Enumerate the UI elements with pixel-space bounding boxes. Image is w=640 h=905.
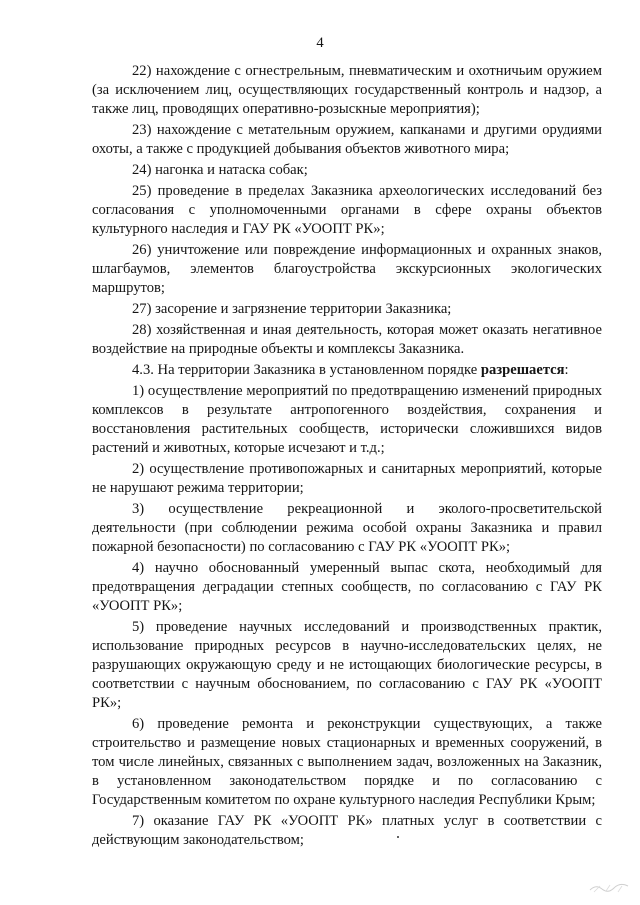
allowed-item-7: 7) оказание ГАУ РК «УООПТ РК» платных услуг в соответствии с действующим законодательством; <box>92 813 602 848</box>
prohibition-item-26: 26) уничтожение или повреждение информационных и охранных знаков, шлагбаумов, элементов благоустройства экскурсионных экологических маршрутов; <box>92 242 602 296</box>
allowed-item-3: 3) осуществление рекреационной и эколого-просветительской деятельности (при соблюдении режима особой охраны Заказника и правил пожарной безопасности) по согласованию с ГАУ РК «УООПТ РК»; <box>92 501 602 555</box>
allowed-item-5: 5) проведение научных исследований и производственных практик, использование природных ресурсов в научно-исследовательских целях, не разрушающих окружающую среду и не истощающих биологические ресурсы, в соответствии с научным обоснованием, по согласованию с ГАУ РК «УООПТ РК»; <box>92 619 602 711</box>
prohibition-item-22: 22) нахождение с огнестрельным, пневматическим и охотничьим оружием (за исключением лиц, осуществляющих государственный контроль и надзор, а также лиц, проводящих оперативно-розыскные мероприятия); <box>92 63 602 117</box>
faint-stamp-mark <box>588 880 630 894</box>
section-4-3-colon: : <box>564 362 569 378</box>
prohibition-item-27: 27) засорение и загрязнение территории Заказника; <box>132 301 452 317</box>
allowed-item-4: 4) научно обоснованный умеренный выпас скота, необходимый для предотвращения деградации степных сообществ, по согласованию с ГАУ РК «УООПТ РК»; <box>92 560 602 614</box>
document-body <box>92 62 602 852</box>
prohibition-item-25: 25) проведение в пределах Заказника археологических исследований без согласования с уполномоченными органами в сфере охраны объектов культурного наследия и ГАУ РК «УООПТ РК»; <box>92 183 602 237</box>
prohibition-item-28: 28) хозяйственная и иная деятельность, которая может оказать негативное воздействие на природные объекты и комплексы Заказника. <box>92 322 602 357</box>
scan-speck <box>397 836 399 838</box>
allowed-item-1: 1) осуществление мероприятий по предотвращению изменений природных комплексов в результате антропогенного воздействия, сохранения и восстановления растительных сообществ, исторически сложившихся видов растений и животных, которые исчезают и т.д.; <box>92 383 602 456</box>
prohibition-item-23: 23) нахождение с метательным оружием, капканами и другими орудиями охоты, а также с продукцией добывания объектов животного мира; <box>92 122 602 157</box>
prohibition-item-24: 24) нагонка и натаска собак; <box>132 162 308 178</box>
section-4-3-intro: 4.3. На территории Заказника в установленном порядке <box>132 362 481 378</box>
allowed-item-6: 6) проведение ремонта и реконструкции существующих, а также строительство и размещение новых стационарных и временных сооружений, в том числе линейных, связанных с выполнением задач, возложенных на Заказник, в установленном законодательством порядке и по согласованию с Государственным комитетом по охране культурного наследия Республики Крым; <box>92 716 602 808</box>
page-number: 4 <box>316 35 324 51</box>
section-4-3-bold-word: разрешается <box>480 362 565 378</box>
allowed-item-2: 2) осуществление противопожарных и санитарных мероприятий, которые не нарушают режима территории; <box>92 461 602 496</box>
section-4-3-heading <box>92 361 602 380</box>
